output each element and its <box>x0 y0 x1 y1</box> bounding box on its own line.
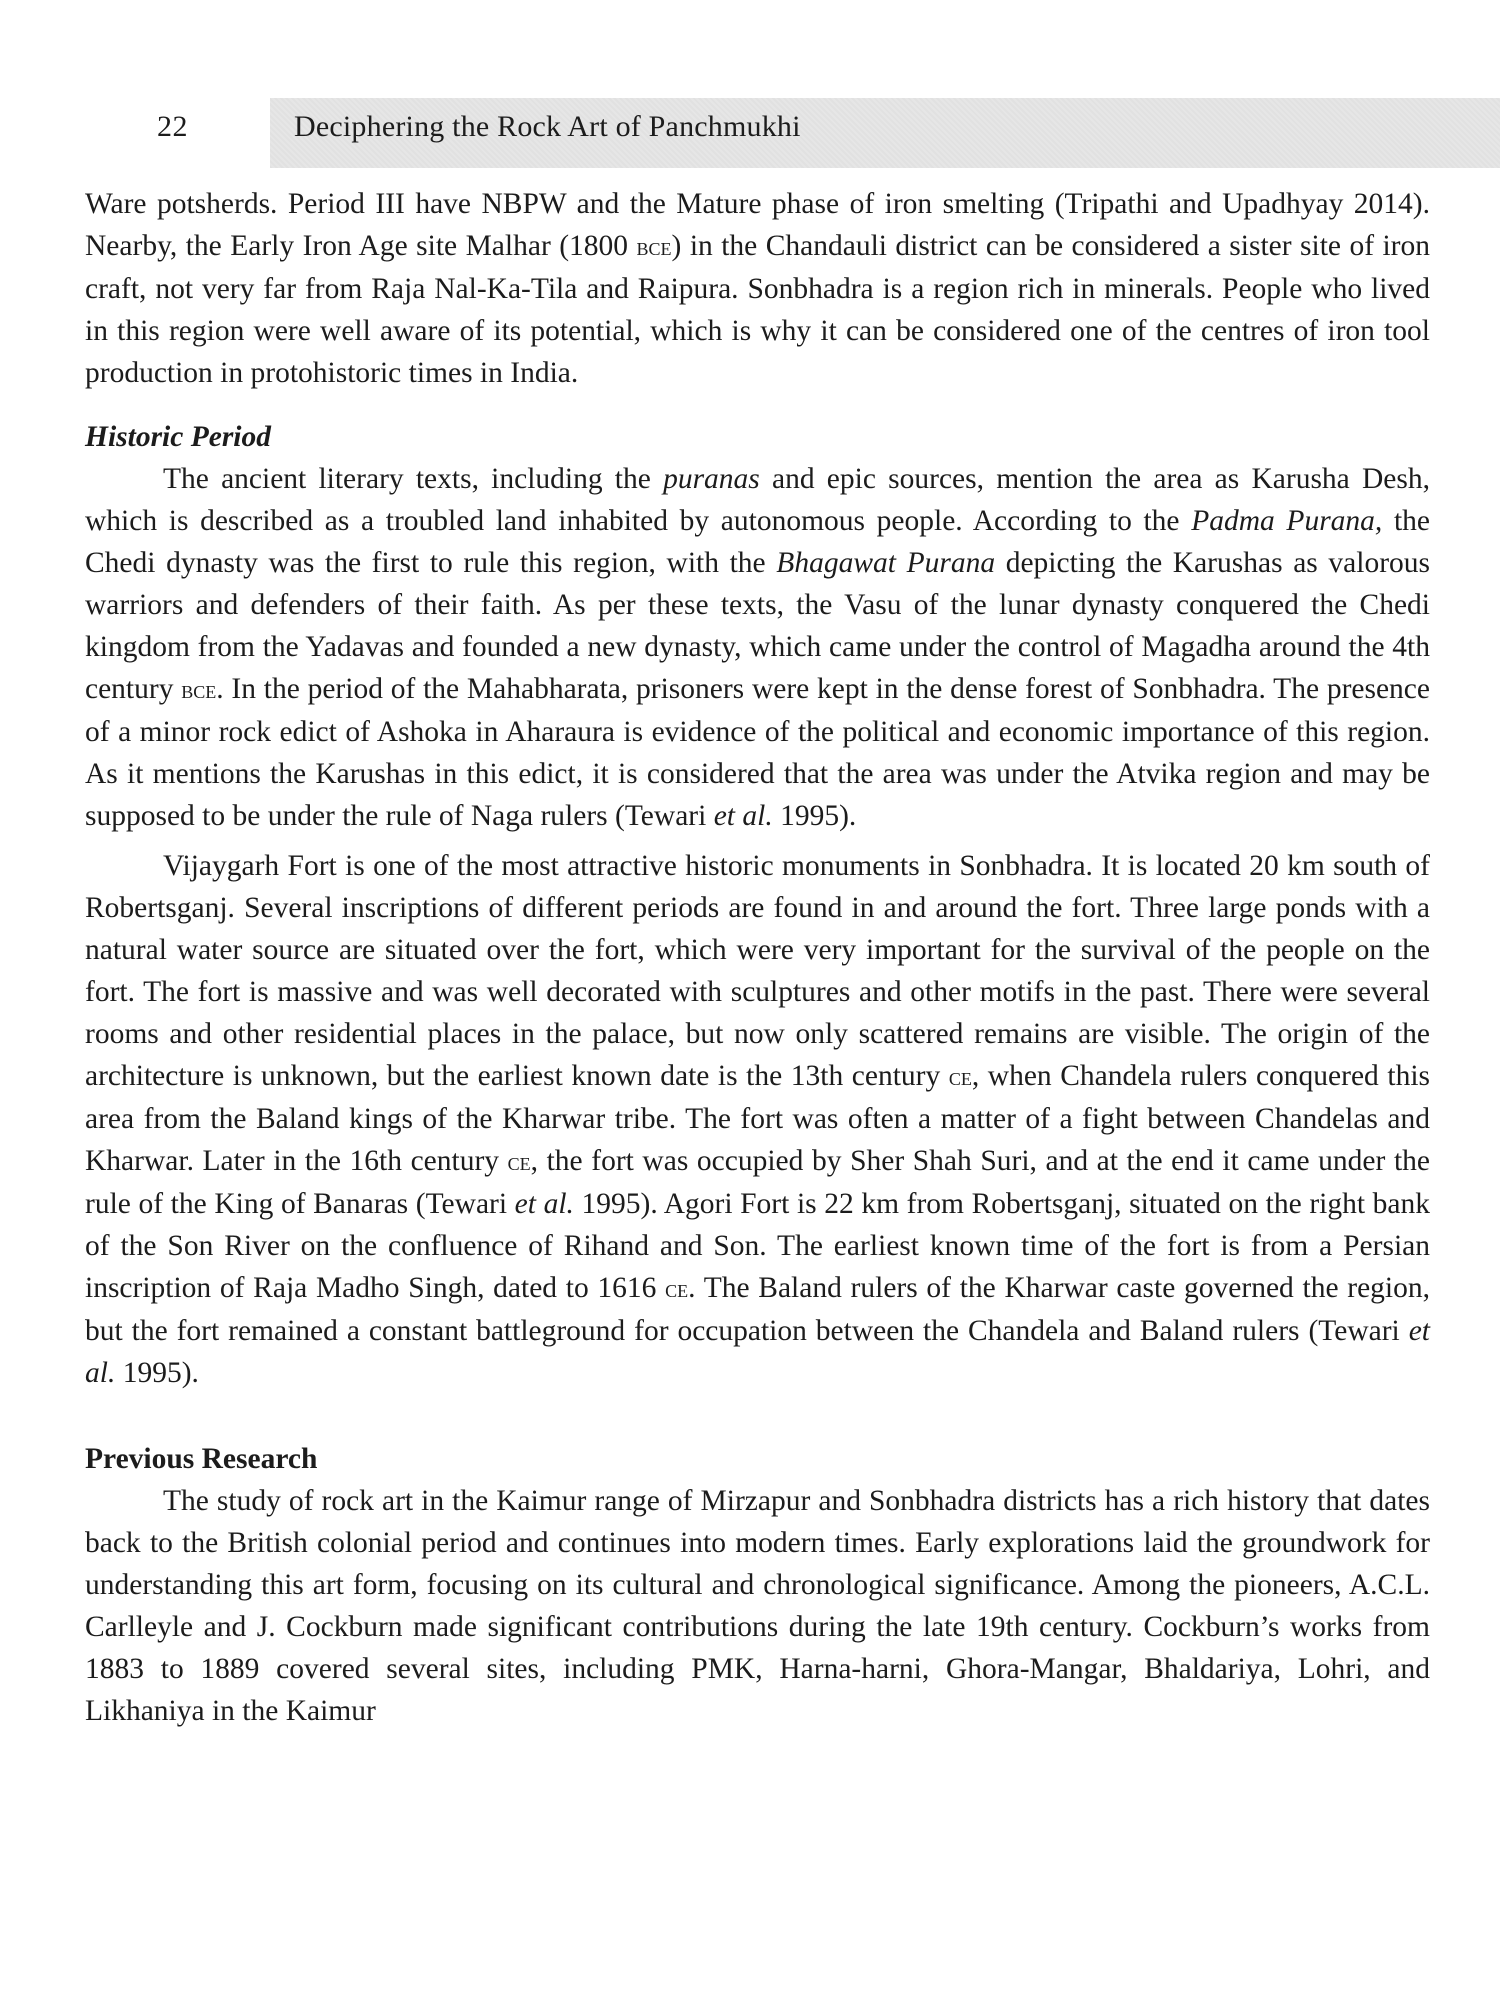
section-heading-previous-research: Previous Research <box>85 1443 318 1475</box>
page-header <box>0 98 1500 168</box>
section-heading-historic-period: Historic Period <box>85 421 272 453</box>
page-body <box>85 183 1430 1732</box>
paragraph-research-1: The study of rock art in the Kaimur range of Mirzapur and Sonbhadra districts has a rich history that dates back to the British colonial period and continues into modern times. Early explorations laid the groundwork for understanding this art form, focusing on its cultural and chronological significance. Among the pioneers, A.C.L. Carlleyle and J. Cockburn made significant contributions during the late 19th century. Cockburn’s works from 1883 to 1889 covered several sites, including PMK, Harna-harni, Ghora-Mangar, Bhaldariya, Lohri, and Likhaniya in the Kaimur <box>85 1485 1430 1727</box>
running-head-band <box>270 98 1500 168</box>
paragraph-historic-1: The ancient literary texts, including the puranas and epic sources, mention the area as Karusha Desh, which is described as a troubled land inhabited by autonomous people. According to the Padma Purana, the Chedi dynasty was the first to rule this region, with the Bhagawat Purana depicting the Karushas as valorous warriors and defenders of their faith. As per these texts, the Vasu of the lunar dynasty conquered the Chedi kingdom from the Yadavas and founded a new dynasty, which came under the control of Magadha around the 4th century bce. In the period of the Mahabharata, prisoners were kept in the dense forest of Sonbhadra. The presence of a minor rock edict of Ashoka in Aharaura is evidence of the political and economic importance of this region. As it mentions the Karushas in this edict, it is considered that the area was under the Atvika region and may be supposed to be under the rule of Naga rulers (Tewari et al. 1995). <box>85 463 1430 832</box>
continued-paragraph: Ware potsherds. Period III have NBPW and the Mature phase of iron smelting (Tripathi and Upadhyay 2014). Nearby, the Early Iron Age site Malhar (1800 bce) in the Chandauli district can be considered a sister site of iron craft, not very far from Raja Nal-Ka-Tila and Raipura. Sonbhadra is a region rich in minerals. People who lived in this region were well aware of its potential, which is why it can be considered one of the centres of iron tool production in protohistoric times in India. <box>85 188 1431 389</box>
paragraph-historic-2: Vijaygarh Fort is one of the most attractive historic monuments in Sonbhadra. It is located 20 km south of Robertsganj. Several inscriptions of different periods are found in and around the fort. Three large ponds with a natural water source are situated over the fort, which were very important for the survival of the people on the fort. The fort is massive and was well decorated with sculptures and other motifs in the past. There were several rooms and other residential places in the palace, but now only scattered remains are visible. The origin of the architecture is unknown, but the earliest known date is the 13th century ce, when Chandela rulers conquered this area from the Baland kings of the Kharwar tribe. The fort was often a matter of a fight between Chandelas and Kharwar. Later in the 16th century ce, the fort was occupied by Sher Shah Suri, and at the end it came under the rule of the King of Banaras (Tewari et al. 1995). Agori Fort is 22 km from Robertsganj, situated on the right bank of the Son River on the confluence of Rihand and Son. The earliest known time of the fort is from a Persian inscription of Raja Madho Singh, dated to 1616 ce. The Baland rulers of the Kharwar caste governed the region, but the fort remained a constant battleground for occupation between the Chandela and Baland rulers (Tewari et al. 1995). <box>85 850 1430 1389</box>
running-title: Deciphering the Rock Art of Panchmukhi <box>294 110 801 143</box>
page-number: 22 <box>157 110 188 143</box>
